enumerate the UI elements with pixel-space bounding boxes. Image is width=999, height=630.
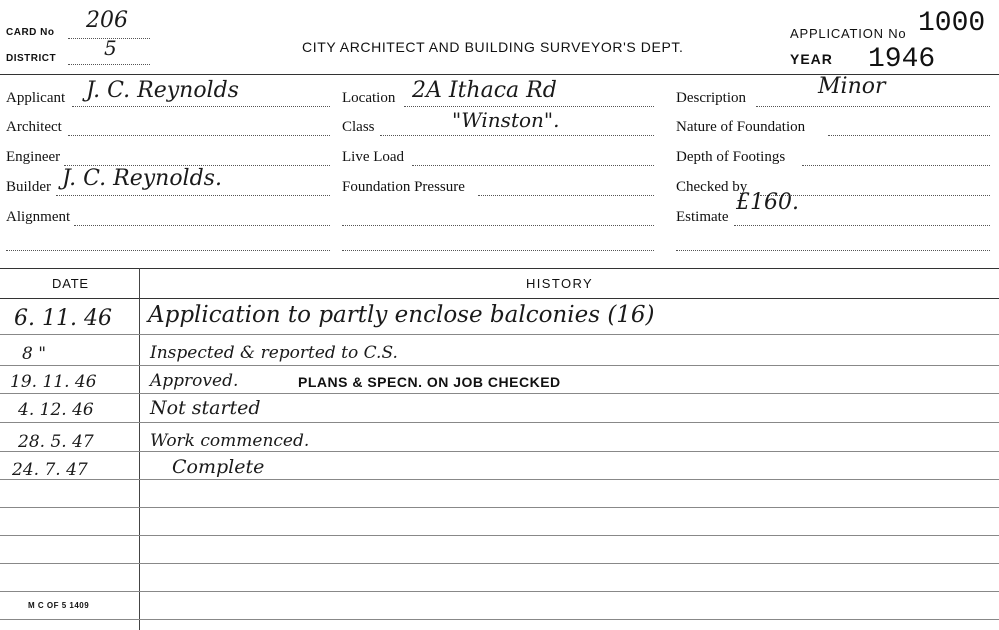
- ruled-line: [0, 507, 999, 508]
- ruled-line: [0, 334, 999, 335]
- alignment-line-2: [6, 250, 330, 251]
- history-date: 4. 12. 46: [18, 400, 94, 420]
- depth-of-footings-line: [802, 165, 990, 166]
- builder-value: J. C. Reynolds.: [62, 166, 222, 191]
- alignment-line: [74, 225, 330, 226]
- foundation-pressure-line: [478, 195, 654, 196]
- plans-checked-stamp: PLANS & SPECN. ON JOB CHECKED: [298, 374, 561, 390]
- column2-line-6: [342, 250, 654, 251]
- history-date: 24. 7. 47: [12, 460, 88, 480]
- class-label: Class: [342, 119, 375, 135]
- architect-label: Architect: [6, 119, 62, 135]
- history-column-header: HISTORY: [526, 276, 594, 291]
- year-value: 1946: [868, 44, 936, 75]
- class-value: "Winston".: [452, 108, 560, 132]
- history-date: 6. 11. 46: [14, 306, 112, 331]
- column2-line-5: [342, 225, 654, 226]
- alignment-label: Alignment: [6, 209, 71, 225]
- location-value: 2A Ithaca Rd: [412, 78, 557, 103]
- column3-line-6: [676, 250, 990, 251]
- application-no-value: 1000: [918, 8, 986, 39]
- checked-by-label: Checked by: [676, 179, 748, 195]
- engineer-label: Engineer: [6, 149, 61, 165]
- estimate-line: [734, 225, 990, 226]
- builder-label: Builder: [6, 179, 51, 195]
- history-text: Work commenced.: [150, 431, 310, 451]
- location-label: Location: [342, 90, 396, 106]
- architect-line: [68, 135, 330, 136]
- nature-of-foundation-label: Nature of Foundation: [676, 119, 806, 135]
- date-column-header: DATE: [52, 276, 89, 291]
- ruled-line: [0, 563, 999, 564]
- district-label: DISTRICT: [6, 53, 57, 64]
- estimate-label: Estimate: [676, 209, 729, 225]
- live-load-label: Live Load: [342, 149, 405, 165]
- history-date: 28. 5. 47: [18, 432, 94, 452]
- ruled-line: [0, 451, 999, 452]
- history-date: 19. 11. 46: [10, 372, 97, 392]
- history-text: Approved.: [150, 371, 239, 391]
- class-line: [380, 135, 654, 136]
- builder-line: [56, 195, 330, 196]
- description-label: Description: [676, 90, 746, 106]
- district-line: [68, 64, 150, 65]
- history-text: Application to partly enclose balconies (16): [148, 302, 655, 328]
- foundation-pressure-label: Foundation Pressure: [342, 179, 465, 195]
- ruled-line: [0, 479, 999, 480]
- estimate-value: £160.: [736, 190, 799, 215]
- department-title: CITY ARCHITECT AND BUILDING SURVEYOR'S DEPT.: [302, 39, 684, 55]
- applicant-value: J. C. Reynolds: [86, 78, 239, 103]
- history-top-divider: [0, 268, 999, 269]
- date-column-divider: [139, 268, 140, 630]
- description-line: [756, 106, 990, 107]
- application-no-label: APPLICATION No: [790, 26, 907, 41]
- ruled-line: [0, 365, 999, 366]
- ruled-line: [0, 591, 999, 592]
- history-text: Not started: [150, 397, 261, 419]
- live-load-line: [412, 165, 654, 166]
- year-label: YEAR: [790, 51, 833, 67]
- district-value: 5: [104, 36, 117, 60]
- applicant-line: [72, 106, 330, 107]
- card-no-value: 206: [86, 8, 128, 33]
- form-code: M C OF 5 1409: [28, 601, 90, 610]
- ruled-line: [0, 422, 999, 423]
- card-no-label: CARD No: [6, 27, 55, 38]
- description-value: Minor: [818, 74, 886, 99]
- nature-of-foundation-line: [828, 135, 990, 136]
- ruled-line: [0, 393, 999, 394]
- history-header-divider: [0, 298, 999, 299]
- history-text: Complete: [172, 456, 265, 478]
- history-date: 8 ": [22, 344, 47, 364]
- history-text: Inspected & reported to C.S.: [150, 343, 398, 363]
- ruled-line: [0, 535, 999, 536]
- ruled-line: [0, 619, 999, 620]
- depth-of-footings-label: Depth of Footings: [676, 149, 786, 165]
- location-line: [404, 106, 654, 107]
- applicant-label: Applicant: [6, 90, 66, 106]
